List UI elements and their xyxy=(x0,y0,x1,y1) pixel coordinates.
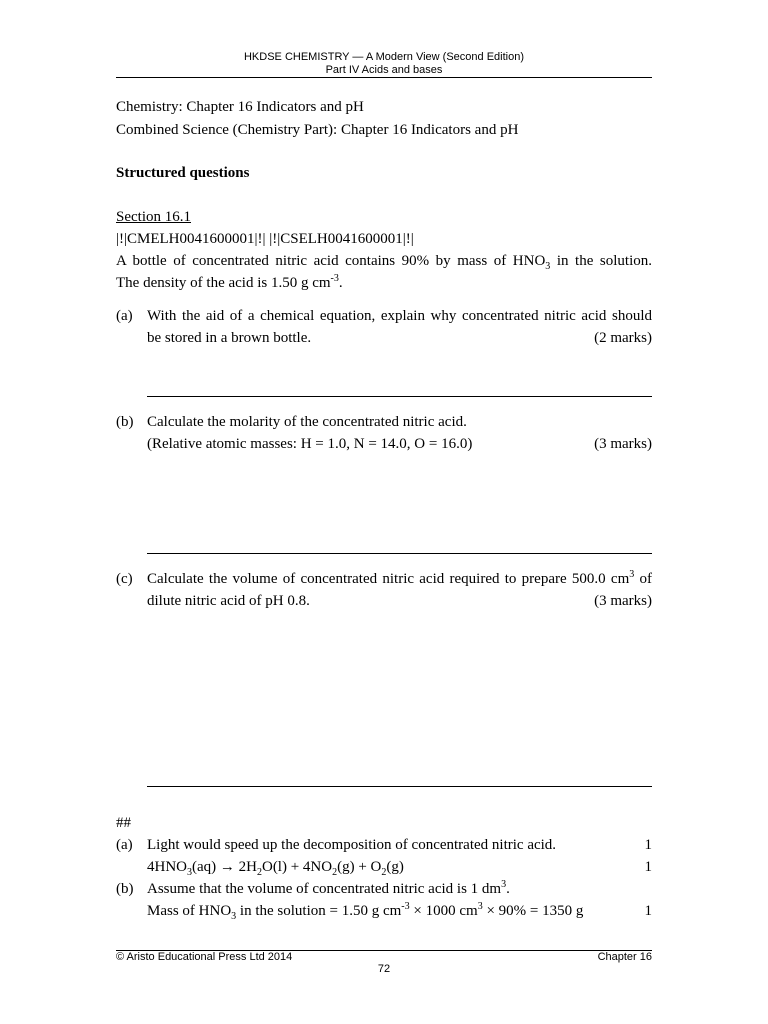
answer-line-a xyxy=(147,396,652,397)
answer-marker: ## xyxy=(116,815,131,831)
answer-b-line2: Mass of $HNO_3$ in the solution = 1.50 g $cm^{-3} \times 1000$ $cm^3 \times 90\% = 1350$ g xyxy=(147,901,584,922)
part-b-marks: (3 marks) xyxy=(594,436,652,452)
header-title: HKDSE CHEMISTRY — A Modern View (Second Edition) xyxy=(243,51,524,63)
answer-b-label: (b) xyxy=(116,881,134,897)
question-id: |!|CMELH0041600001|!| |!|CSELH0041600001|!| xyxy=(116,231,414,247)
answer-b-mark: 1 xyxy=(644,903,652,919)
page-number: 72 xyxy=(377,963,391,975)
chapter-combined-science: Combined Science (Chemistry Part): Chapter 16 Indicators and pH xyxy=(116,122,519,138)
part-c-line1: Calculate the volume of concentrated nitric acid required to prepare 500.0 $cm^3$ of xyxy=(147,569,653,587)
answer-a-line1: Light would speed up the decomposition of concentrated nitric acid. xyxy=(147,837,557,853)
part-c-line2: dilute nitric acid of pH 0.8. xyxy=(147,593,310,609)
part-b-line1: Calculate the molarity of the concentrated nitric acid. xyxy=(147,414,467,430)
part-c-marks: (3 marks) xyxy=(594,593,652,609)
footer-chapter: Chapter 16 xyxy=(597,951,652,963)
question-stem-line1: A bottle of concentrated nitric acid contains 90% by mass of $HNO_3$ in the solution. xyxy=(116,253,652,272)
section-number: Section 16.1 xyxy=(116,209,191,225)
part-b-line2: (Relative atomic masses: H = 1.0, N = 14.0, O = 16.0) xyxy=(147,436,473,452)
part-b-label: (b) xyxy=(116,414,134,430)
chapter-chemistry: Chemistry: Chapter 16 Indicators and pH xyxy=(116,99,364,115)
part-a-label: (a) xyxy=(116,308,133,324)
part-a-line1: With the aid of a chemical equation, explain why concentrated nitric acid should xyxy=(147,308,652,324)
answer-a-label: (a) xyxy=(116,837,133,853)
answer-line-b xyxy=(147,553,652,554)
part-a-line2: be stored in a brown bottle. xyxy=(147,330,312,346)
answer-a-equation: $4HNO_3(aq) \to 2H_2O(l) + 4NO_2(g) + O_2(g)$ xyxy=(147,859,404,878)
question-stem-line2: The density of the acid is 1.50 g $cm^{-3}$. xyxy=(116,273,343,291)
part-c-label: (c) xyxy=(116,571,133,587)
section-heading: Structured questions xyxy=(116,165,250,181)
part-a-marks: (2 marks) xyxy=(594,330,652,346)
header-rule xyxy=(116,77,652,78)
answer-line-c xyxy=(147,786,652,787)
answer-b-line1: Assume that the volume of concentrated nitric acid is 1 $dm^3$. xyxy=(147,879,510,897)
answer-a-mark1: 1 xyxy=(644,837,652,853)
header-part: Part IV Acids and bases xyxy=(325,64,443,76)
answer-a-mark2: 1 xyxy=(644,859,652,875)
footer-copyright: © Aristo Educational Press Ltd 2014 xyxy=(116,951,293,963)
